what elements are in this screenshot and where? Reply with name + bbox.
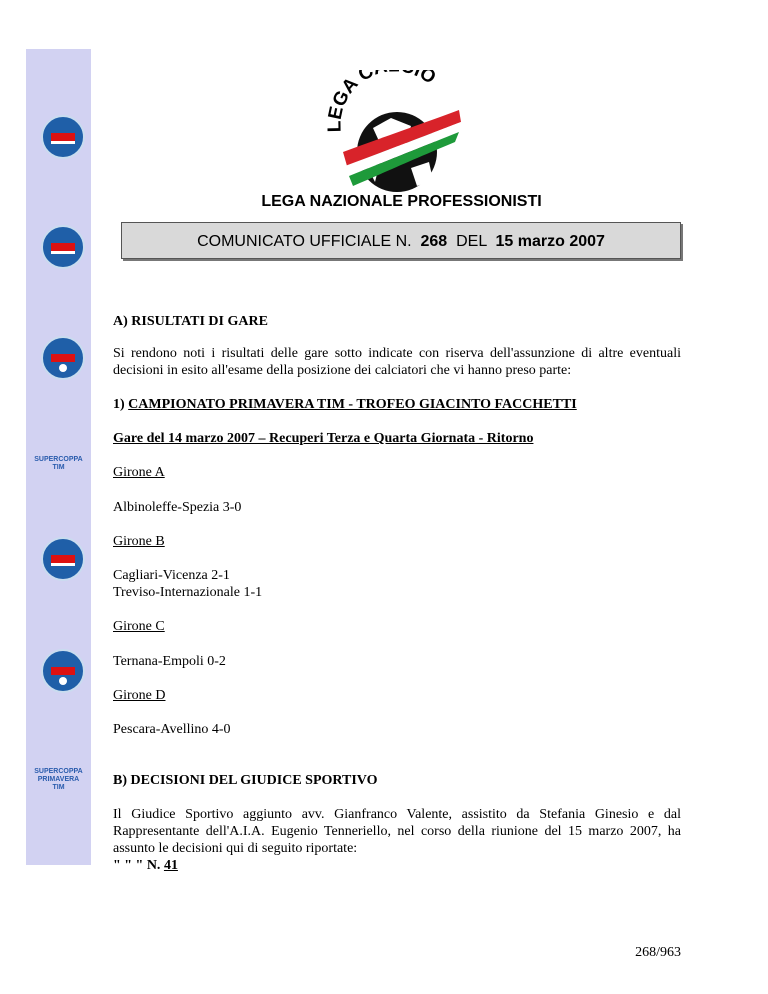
result-row: Albinoleffe-Spezia 3-0 [113, 500, 242, 515]
svg-text:LEGA CALCIO: LEGA C IO [325, 70, 440, 133]
comunicato-del: DEL [456, 233, 487, 250]
comunicato-label: COMUNICATO UFFICIALE N. [197, 233, 412, 250]
primavera-badge-icon [41, 537, 85, 581]
result-row: Ternana-Empoli 0-2 [113, 654, 226, 669]
matchday-heading: Gare del 14 marzo 2007 – Recuperi Terza e Quarta Giornata - Ritorno [113, 431, 534, 446]
comunicato-number: 268 [420, 233, 448, 250]
supercoppa-tim-label: SUPERCOPPA TIM [34, 456, 83, 471]
section-a-title: A) RISULTATI DI GARE [113, 314, 268, 329]
group-b-heading: Girone B [113, 534, 165, 549]
organization-title: LEGA NAZIONALE PROFESSIONISTI [261, 193, 542, 210]
tim-cup-badge-icon [41, 336, 85, 380]
championship-heading: 1) CAMPIONATO PRIMAVERA TIM - TROFEO GIACINTO FACCHETTI [113, 397, 577, 412]
serie-b-badge-icon [41, 225, 85, 269]
comunicato-date: 15 marzo 2007 [495, 233, 605, 250]
section-b-title: B) DECISIONI DEL GIUDICE SPORTIVO [113, 773, 378, 788]
page-number: 268/963 [635, 945, 681, 960]
group-d-heading: Girone D [113, 688, 166, 703]
group-a-heading: Girone A [113, 465, 165, 480]
reference-number: " " " N. 41 [113, 858, 178, 873]
group-c-heading: Girone C [113, 619, 165, 634]
supercoppa-primavera-label: SUPERCOPPA PRIMAVERA TIM [34, 768, 83, 791]
result-row: Cagliari-Vicenza 2-1 [113, 568, 230, 583]
comunicato-box [121, 222, 681, 259]
lega-calcio-logo [325, 70, 465, 200]
sidebar [26, 49, 91, 865]
serie-a-badge-icon [41, 115, 85, 159]
tim-cup-primavera-badge-icon [41, 649, 85, 693]
section-a-intro: Si rendono noti i risultati delle gare sotto indicate con riserva dell'assunzione di altre eventuali decisioni in esito all'esame della posizione dei calciatori che vi hanno preso parte: [113, 346, 681, 378]
result-row: Pescara-Avellino 4-0 [113, 722, 231, 737]
result-row: Treviso-Internazionale 1-1 [113, 585, 263, 600]
section-b-text: Il Giudice Sportivo aggiunto avv. Gianfranco Valente, assistito da Stefania Ginesio e dal Rappresentante dell'A.I.A. Eugenio Tenneriello, nel corso della riunione del 15 marzo 2007, ha assunto le decisioni qui di seguito riportate: [113, 807, 681, 856]
